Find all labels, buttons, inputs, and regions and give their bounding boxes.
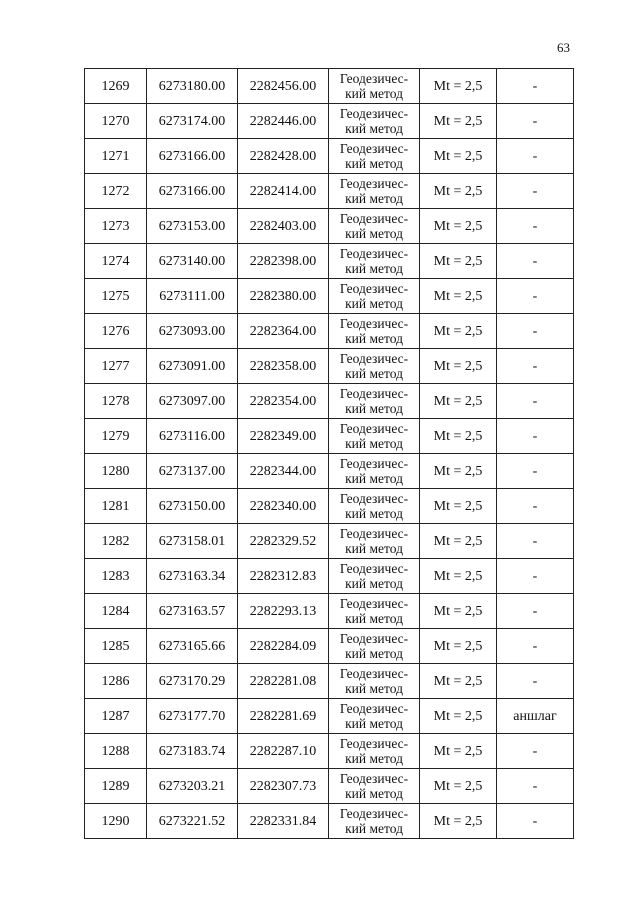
y-coordinate-cell: 2282340.00 bbox=[238, 489, 329, 524]
table-row bbox=[85, 804, 574, 839]
accuracy-cell: Mt = 2,5 bbox=[420, 769, 497, 804]
method-line-2: кий метод bbox=[345, 436, 403, 451]
method-cell bbox=[329, 419, 420, 454]
note-cell: - bbox=[497, 524, 574, 559]
y-coordinate-cell: 2282312.83 bbox=[238, 559, 329, 594]
x-coordinate-cell: 6273170.29 bbox=[147, 664, 238, 699]
method-line-2: кий метод bbox=[345, 576, 403, 591]
accuracy-cell: Mt = 2,5 bbox=[420, 454, 497, 489]
x-coordinate-cell: 6273140.00 bbox=[147, 244, 238, 279]
accuracy-cell: Mt = 2,5 bbox=[420, 174, 497, 209]
y-coordinate-cell: 2282403.00 bbox=[238, 209, 329, 244]
method-line-1: Геодезичес- bbox=[339, 316, 409, 331]
table-row bbox=[85, 524, 574, 559]
accuracy-cell: Mt = 2,5 bbox=[420, 594, 497, 629]
x-coordinate-cell: 6273165.66 bbox=[147, 629, 238, 664]
y-coordinate-cell: 2282414.00 bbox=[238, 174, 329, 209]
point-number-cell: 1289 bbox=[85, 769, 147, 804]
method-line-2: кий метод bbox=[345, 751, 403, 766]
method-line-2: кий метод bbox=[345, 191, 403, 206]
accuracy-cell: Mt = 2,5 bbox=[420, 279, 497, 314]
method-cell bbox=[329, 734, 420, 769]
accuracy-cell: Mt = 2,5 bbox=[420, 139, 497, 174]
accuracy-cell: Mt = 2,5 bbox=[420, 104, 497, 139]
method-line-2: кий метод bbox=[345, 821, 403, 836]
note-cell: - bbox=[497, 664, 574, 699]
point-number-cell: 1287 bbox=[85, 699, 147, 734]
x-coordinate-cell: 6273091.00 bbox=[147, 349, 238, 384]
method-line-2: кий метод bbox=[345, 401, 403, 416]
x-coordinate-cell: 6273174.00 bbox=[147, 104, 238, 139]
method-cell bbox=[329, 769, 420, 804]
point-number-cell: 1286 bbox=[85, 664, 147, 699]
y-coordinate-cell: 2282364.00 bbox=[238, 314, 329, 349]
method-line-1: Геодезичес- bbox=[339, 386, 409, 401]
point-number-cell: 1290 bbox=[85, 804, 147, 839]
y-coordinate-cell: 2282358.00 bbox=[238, 349, 329, 384]
accuracy-cell: Mt = 2,5 bbox=[420, 314, 497, 349]
x-coordinate-cell: 6273116.00 bbox=[147, 419, 238, 454]
point-number-cell: 1280 bbox=[85, 454, 147, 489]
x-coordinate-cell: 6273221.52 bbox=[147, 804, 238, 839]
method-line-1: Геодезичес- bbox=[339, 596, 409, 611]
y-coordinate-cell: 2282344.00 bbox=[238, 454, 329, 489]
table-row bbox=[85, 454, 574, 489]
note-cell: - bbox=[497, 629, 574, 664]
y-coordinate-cell: 2282281.69 bbox=[238, 699, 329, 734]
y-coordinate-cell: 2282428.00 bbox=[238, 139, 329, 174]
method-line-2: кий метод bbox=[345, 261, 403, 276]
note-cell: - bbox=[497, 69, 574, 104]
x-coordinate-cell: 6273093.00 bbox=[147, 314, 238, 349]
y-coordinate-cell: 2282380.00 bbox=[238, 279, 329, 314]
method-cell bbox=[329, 174, 420, 209]
method-line-1: Геодезичес- bbox=[339, 666, 409, 681]
y-coordinate-cell: 2282284.09 bbox=[238, 629, 329, 664]
point-number-cell: 1277 bbox=[85, 349, 147, 384]
x-coordinate-cell: 6273137.00 bbox=[147, 454, 238, 489]
table-row bbox=[85, 489, 574, 524]
note-cell: - bbox=[497, 559, 574, 594]
method-cell bbox=[329, 664, 420, 699]
table-row bbox=[85, 559, 574, 594]
table-row bbox=[85, 664, 574, 699]
accuracy-cell: Mt = 2,5 bbox=[420, 419, 497, 454]
point-number-cell: 1284 bbox=[85, 594, 147, 629]
point-number-cell: 1274 bbox=[85, 244, 147, 279]
note-cell: - bbox=[497, 104, 574, 139]
note-cell: - bbox=[497, 279, 574, 314]
accuracy-cell: Mt = 2,5 bbox=[420, 524, 497, 559]
x-coordinate-cell: 6273183.74 bbox=[147, 734, 238, 769]
table-row bbox=[85, 139, 574, 174]
method-cell bbox=[329, 104, 420, 139]
method-line-1: Геодезичес- bbox=[339, 806, 409, 821]
table-row bbox=[85, 314, 574, 349]
method-cell bbox=[329, 139, 420, 174]
method-line-1: Геодезичес- bbox=[339, 491, 409, 506]
point-number-cell: 1281 bbox=[85, 489, 147, 524]
point-number-cell: 1275 bbox=[85, 279, 147, 314]
method-cell bbox=[329, 314, 420, 349]
accuracy-cell: Mt = 2,5 bbox=[420, 629, 497, 664]
accuracy-cell: Mt = 2,5 bbox=[420, 209, 497, 244]
accuracy-cell: Mt = 2,5 bbox=[420, 559, 497, 594]
x-coordinate-cell: 6273177.70 bbox=[147, 699, 238, 734]
y-coordinate-cell: 2282307.73 bbox=[238, 769, 329, 804]
table-row bbox=[85, 209, 574, 244]
note-cell: - bbox=[497, 489, 574, 524]
table-row bbox=[85, 594, 574, 629]
note-cell: - bbox=[497, 349, 574, 384]
method-line-1: Геодезичес- bbox=[339, 211, 409, 226]
point-number-cell: 1269 bbox=[85, 69, 147, 104]
method-line-2: кий метод bbox=[345, 611, 403, 626]
note-cell: - bbox=[497, 594, 574, 629]
method-cell bbox=[329, 524, 420, 559]
coordinates-table bbox=[84, 68, 574, 839]
method-cell bbox=[329, 244, 420, 279]
method-line-1: Геодезичес- bbox=[339, 421, 409, 436]
accuracy-cell: Mt = 2,5 bbox=[420, 489, 497, 524]
accuracy-cell: Mt = 2,5 bbox=[420, 699, 497, 734]
method-line-1: Геодезичес- bbox=[339, 141, 409, 156]
table-row bbox=[85, 104, 574, 139]
table-row bbox=[85, 419, 574, 454]
point-number-cell: 1271 bbox=[85, 139, 147, 174]
accuracy-cell: Mt = 2,5 bbox=[420, 244, 497, 279]
method-line-2: кий метод bbox=[345, 471, 403, 486]
method-line-2: кий метод bbox=[345, 86, 403, 101]
method-line-2: кий метод bbox=[345, 296, 403, 311]
method-line-2: кий метод bbox=[345, 156, 403, 171]
accuracy-cell: Mt = 2,5 bbox=[420, 69, 497, 104]
note-cell: - bbox=[497, 804, 574, 839]
method-cell bbox=[329, 279, 420, 314]
x-coordinate-cell: 6273153.00 bbox=[147, 209, 238, 244]
table-body bbox=[85, 69, 574, 839]
accuracy-cell: Mt = 2,5 bbox=[420, 384, 497, 419]
method-cell bbox=[329, 594, 420, 629]
point-number-cell: 1279 bbox=[85, 419, 147, 454]
method-cell bbox=[329, 629, 420, 664]
x-coordinate-cell: 6273158.01 bbox=[147, 524, 238, 559]
method-cell bbox=[329, 209, 420, 244]
y-coordinate-cell: 2282281.08 bbox=[238, 664, 329, 699]
table-row bbox=[85, 279, 574, 314]
y-coordinate-cell: 2282287.10 bbox=[238, 734, 329, 769]
note-cell: - bbox=[497, 174, 574, 209]
point-number-cell: 1270 bbox=[85, 104, 147, 139]
method-line-1: Геодезичес- bbox=[339, 246, 409, 261]
point-number-cell: 1283 bbox=[85, 559, 147, 594]
table-row bbox=[85, 734, 574, 769]
method-line-2: кий метод bbox=[345, 646, 403, 661]
table-row bbox=[85, 629, 574, 664]
method-line-2: кий метод bbox=[345, 716, 403, 731]
method-line-1: Геодезичес- bbox=[339, 701, 409, 716]
method-cell bbox=[329, 489, 420, 524]
x-coordinate-cell: 6273097.00 bbox=[147, 384, 238, 419]
method-line-1: Геодезичес- bbox=[339, 561, 409, 576]
method-line-1: Геодезичес- bbox=[339, 351, 409, 366]
y-coordinate-cell: 2282446.00 bbox=[238, 104, 329, 139]
note-cell: - bbox=[497, 244, 574, 279]
note-cell: аншлаг bbox=[497, 699, 574, 734]
method-line-2: кий метод bbox=[345, 366, 403, 381]
x-coordinate-cell: 6273111.00 bbox=[147, 279, 238, 314]
method-line-2: кий метод bbox=[345, 331, 403, 346]
note-cell: - bbox=[497, 734, 574, 769]
table-row bbox=[85, 769, 574, 804]
x-coordinate-cell: 6273166.00 bbox=[147, 174, 238, 209]
accuracy-cell: Mt = 2,5 bbox=[420, 734, 497, 769]
method-line-2: кий метод bbox=[345, 121, 403, 136]
y-coordinate-cell: 2282329.52 bbox=[238, 524, 329, 559]
page-number: 63 bbox=[557, 40, 570, 55]
table-row bbox=[85, 244, 574, 279]
point-number-cell: 1273 bbox=[85, 209, 147, 244]
method-cell bbox=[329, 699, 420, 734]
accuracy-cell: Mt = 2,5 bbox=[420, 804, 497, 839]
note-cell: - bbox=[497, 209, 574, 244]
table-row bbox=[85, 349, 574, 384]
point-number-cell: 1288 bbox=[85, 734, 147, 769]
method-line-2: кий метод bbox=[345, 226, 403, 241]
note-cell: - bbox=[497, 314, 574, 349]
method-line-1: Геодезичес- bbox=[339, 526, 409, 541]
method-line-2: кий метод bbox=[345, 541, 403, 556]
note-cell: - bbox=[497, 454, 574, 489]
y-coordinate-cell: 2282293.13 bbox=[238, 594, 329, 629]
method-line-1: Геодезичес- bbox=[339, 771, 409, 786]
point-number-cell: 1272 bbox=[85, 174, 147, 209]
point-number-cell: 1276 bbox=[85, 314, 147, 349]
method-cell bbox=[329, 454, 420, 489]
point-number-cell: 1278 bbox=[85, 384, 147, 419]
note-cell: - bbox=[497, 769, 574, 804]
method-cell bbox=[329, 384, 420, 419]
note-cell: - bbox=[497, 139, 574, 174]
table-row bbox=[85, 699, 574, 734]
y-coordinate-cell: 2282331.84 bbox=[238, 804, 329, 839]
accuracy-cell: Mt = 2,5 bbox=[420, 349, 497, 384]
x-coordinate-cell: 6273163.57 bbox=[147, 594, 238, 629]
method-cell bbox=[329, 69, 420, 104]
method-cell bbox=[329, 559, 420, 594]
method-line-2: кий метод bbox=[345, 786, 403, 801]
method-line-1: Геодезичес- bbox=[339, 456, 409, 471]
method-line-1: Геодезичес- bbox=[339, 71, 409, 86]
table-row bbox=[85, 174, 574, 209]
note-cell: - bbox=[497, 419, 574, 454]
method-line-1: Геодезичес- bbox=[339, 106, 409, 121]
x-coordinate-cell: 6273166.00 bbox=[147, 139, 238, 174]
x-coordinate-cell: 6273180.00 bbox=[147, 69, 238, 104]
y-coordinate-cell: 2282354.00 bbox=[238, 384, 329, 419]
method-line-1: Геодезичес- bbox=[339, 631, 409, 646]
x-coordinate-cell: 6273150.00 bbox=[147, 489, 238, 524]
y-coordinate-cell: 2282398.00 bbox=[238, 244, 329, 279]
point-number-cell: 1282 bbox=[85, 524, 147, 559]
point-number-cell: 1285 bbox=[85, 629, 147, 664]
method-line-1: Геодезичес- bbox=[339, 736, 409, 751]
method-cell bbox=[329, 804, 420, 839]
table-row bbox=[85, 384, 574, 419]
x-coordinate-cell: 6273203.21 bbox=[147, 769, 238, 804]
method-line-2: кий метод bbox=[345, 506, 403, 521]
x-coordinate-cell: 6273163.34 bbox=[147, 559, 238, 594]
method-line-1: Геодезичес- bbox=[339, 281, 409, 296]
table-row bbox=[85, 69, 574, 104]
accuracy-cell: Mt = 2,5 bbox=[420, 664, 497, 699]
method-cell bbox=[329, 349, 420, 384]
y-coordinate-cell: 2282349.00 bbox=[238, 419, 329, 454]
method-line-2: кий метод bbox=[345, 681, 403, 696]
method-line-1: Геодезичес- bbox=[339, 176, 409, 191]
note-cell: - bbox=[497, 384, 574, 419]
y-coordinate-cell: 2282456.00 bbox=[238, 69, 329, 104]
